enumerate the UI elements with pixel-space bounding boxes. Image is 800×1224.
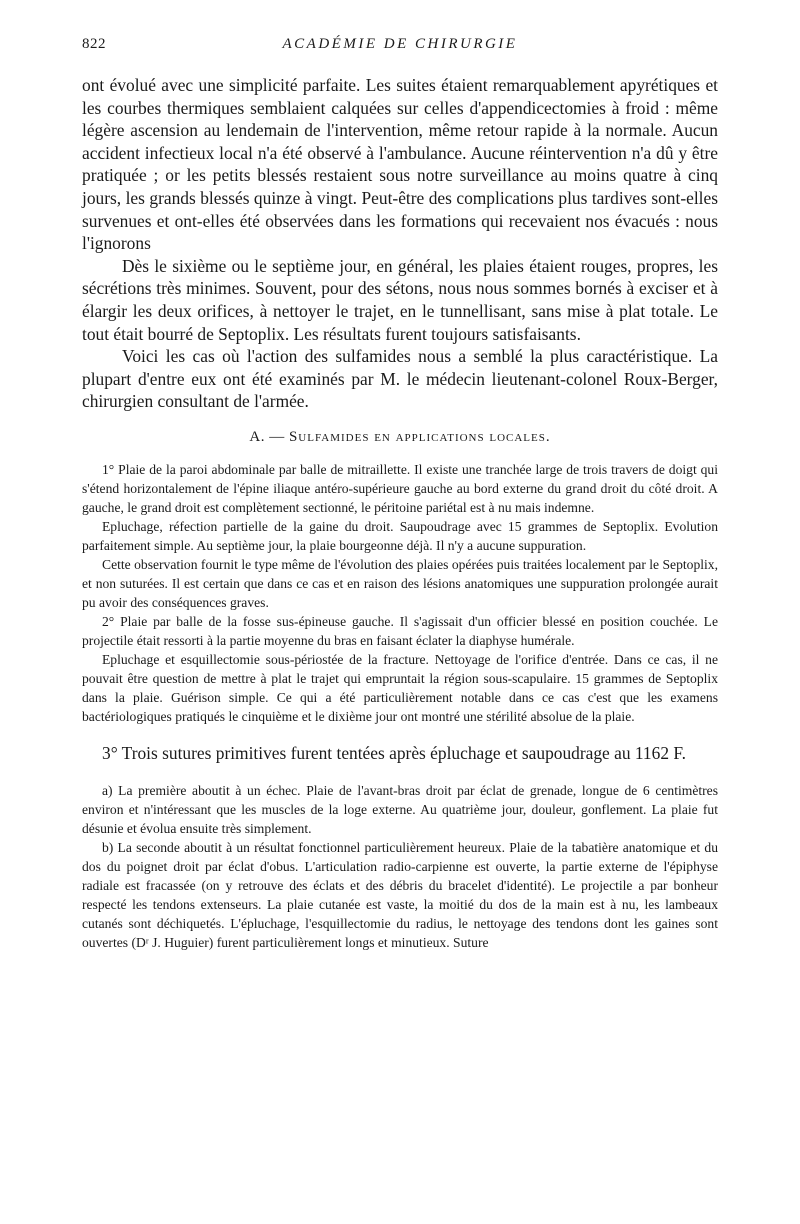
observation-paragraph: Epluchage, réfection partielle de la gaine du droit. Saupoudrage avec 15 grammes de Septoplix. Evolution parfaitement simple. Au septième jour, la plaie bourgeonne déjà. Il n'y a aucune suppuration. <box>82 518 718 553</box>
observation-paragraph: Epluchage et esquillectomie sous-périostée de la fracture. Nettoyage de l'orifice d'entrée. Dans ce cas, il ne pouvait être question de mettre à plat le trajet qui empruntait la région sous-scapulaire. 15 grammes de Septoplix dans la plaie. Guérison simple. Ce qui a été particulièrement notable dans ce cas c'est que les examens bactériologiques pratiqués le cinquième et le dixième jour ont montré une stérilité absolue de la plaie. <box>82 651 718 724</box>
page-number: 822 <box>82 36 106 52</box>
section-heading <box>82 427 718 447</box>
section-letter: A. — <box>249 428 285 445</box>
paragraph: Dès le sixième ou le septième jour, en général, les plaies étaient rouges, propres, les sécrétions très minimes. Souvent, pour des sétons, nous nous sommes bornés à exciser et à élargir les deux orifices, à nettoyer le trajet, en le tunnellisant, sans mise à plat totale. Le tout était bourré de Septoplix. Les résultats furent toujours satisfaisants. <box>82 255 718 344</box>
case-paragraph: a) La première aboutit à un échec. Plaie de l'avant-bras droit par éclat de grenade, longue de 6 centimètres environ et n'intéressant que les muscles de la loge externe. Au quatrième jour, douleur, gonflement. La plaie fut désunie et évolua ensuite très simplement. <box>82 782 718 836</box>
page-body <box>82 74 718 952</box>
case-paragraph: b) La seconde aboutit à un résultat fonctionnel particulièrement heureux. Plaie de la tabatière anatomique et du dos du poignet droit par éclat d'obus. L'articulation radio-carpienne est ouverte, la partie externe de l'épiphyse radiale est fracassée (on y retrouve des éclats et des débris du bracelet d'identité). Le projectile a par bonheur respecté les tendons extenseurs. La plaie cutanée est vaste, la moitié du dos de la main est à nu, les lambeaux cutanés sont déchiquetés. L'épluchage, l'esquillectomie du radius, le nettoyage des tendons dont les gaines sont ouvertes (Dʳ J. Huguier) furent particulièrement longs et minutieux. Suture <box>82 839 718 950</box>
paragraph: ont évolué avec une simplicité parfaite. Les suites étaient remarquablement apyrétiques et les courbes thermiques semblaient calquées sur celles d'appendicectomies à froid : même légère ascension au lendemain de l'intervention, même retour rapide à la normale. Aucun accident infectieux local n'a été observé à l'ambulance. Aucune réintervention n'a dû y être pratiquée ; or les petits blessés restaient sous notre surveillance au moins quatre à cinq jours, les grands blessés quinze à vingt. Peut-être des complications plus tardives sont-elles survenues et ont-elles été observées dans les formations qui recevaient nos évacués : nous l'ignorons <box>82 75 718 254</box>
observation-paragraph: 1° Plaie de la paroi abdominale par balle de mitraillette. Il existe une tranchée large de trois travers de doigt qui s'étend horizontalement de l'épine iliaque antéro-supérieure gauche au bord externe du grand droit du côté droit. A gauche, le grand droit est complètement sectionné, le péritoine pariétal est à nu mais indemne. <box>82 461 718 515</box>
section-title: Sulfamides en applications locales. <box>288 428 551 445</box>
intro-text <box>82 74 718 413</box>
observation-paragraph: 2° Plaie par balle de la fosse sus-épineuse gauche. Il s'agissait d'un officier blessé en position couchée. Le projectile était ressorti à la partie moyenne du bras en faisant éclater la diaphyse humérale. <box>82 613 718 648</box>
cases <box>82 781 718 952</box>
observation-paragraph: Cette observation fournit le type même de l'évolution des plaies opérées puis traitées localement par le Septoplix, et non suturées. Il est certain que dans ce cas et en raison des lésions anatomiques une suppuration prolongée aurait pu avoir des conséquences graves. <box>82 556 718 610</box>
paragraph: 3° Trois sutures primitives furent tentées après épluchage et saupoudrage au 1162 F. <box>102 742 686 763</box>
third-intro <box>82 742 718 765</box>
running-title: ACADÉMIE DE CHIRURGIE <box>282 36 518 52</box>
observations <box>82 460 718 726</box>
paragraph: Voici les cas où l'action des sulfamides nous a semblé la plus caractéristique. La plupart d'entre eux ont été examinés par M. le médecin lieutenant-colonel Roux-Berger, chirurgien consultant de l'armée. <box>82 346 718 412</box>
page-header <box>82 36 718 56</box>
